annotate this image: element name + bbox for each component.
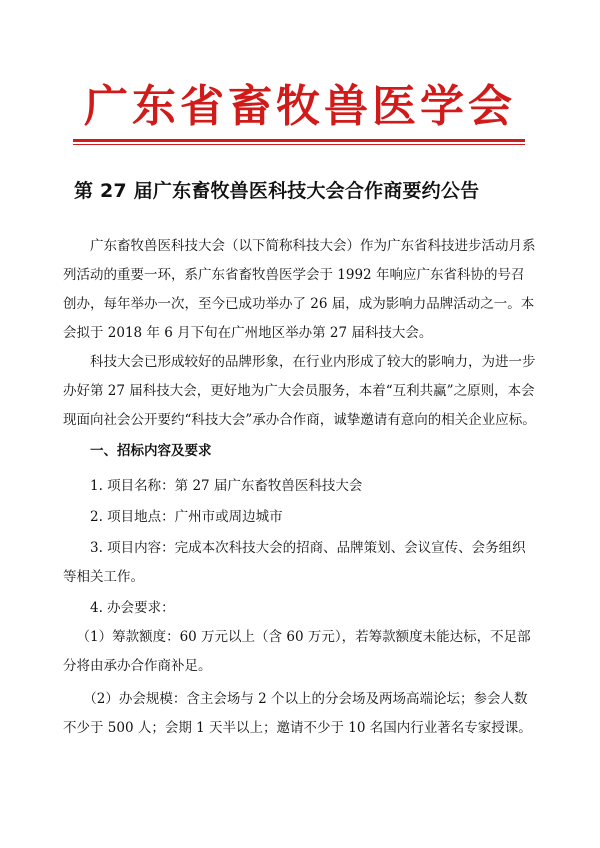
list-item: 3. 项目内容：完成本次科技大会的招商、品牌策划、会议宣传、会务组织等相关工作。 [63, 540, 526, 585]
list-item: 4. 办会要求： [90, 600, 175, 616]
sub-list-item: （1）筹款额度：60 万元以上（含 60 万元），若筹款额度未能达标，不足部分将由承办合作商补足。 [63, 629, 531, 674]
letterhead-org-name: 广东省畜牧兽医学会 [84, 81, 516, 132]
document-title: 第 27 届广东畜牧兽医科技大会合作商要约公告 [74, 180, 480, 202]
document-body [63, 232, 537, 743]
paragraph-purpose: 科技大会已形成较好的品牌形象，在行业内形成了较大的影响力，为进一步办好第 27 届科技大会，更好地为广大会员服务，本着“互利共赢”之原则，本会现面向社会公开要约“科技大会”承办合作商，诚挚邀请有意向的相关企业应标。 [63, 354, 536, 428]
section-heading: 一、招标内容及要求 [90, 443, 212, 459]
letterhead-rule-thin [73, 144, 525, 145]
list-item: 2. 项目地点：广州市或周边城市 [90, 509, 283, 525]
sub-list-item: （2）办会规模：含主会场与 2 个以上的分会场及两场高端论坛；参会人数不少于 500 人；会期 1 天半以上；邀请不少于 10 名国内行业著名专家授课。 [63, 691, 532, 736]
paragraph-intro: 广东畜牧兽医科技大会（以下简称科技大会）作为广东省科技进步活动月系列活动的重要一环，系广东省畜牧兽医学会于 1992 年响应广东省科协的号召创办，每年举办一次，至今已成功举办了 26 届，成为影响力品牌活动之一。本会拟于 2018 年 6 月下旬在广州地区举办第 27 届科技大会。 [63, 238, 536, 341]
letterhead-rule-thick [73, 139, 525, 142]
list-item: 1. 项目名称：第 27 届广东畜牧兽医科技大会 [90, 478, 363, 494]
